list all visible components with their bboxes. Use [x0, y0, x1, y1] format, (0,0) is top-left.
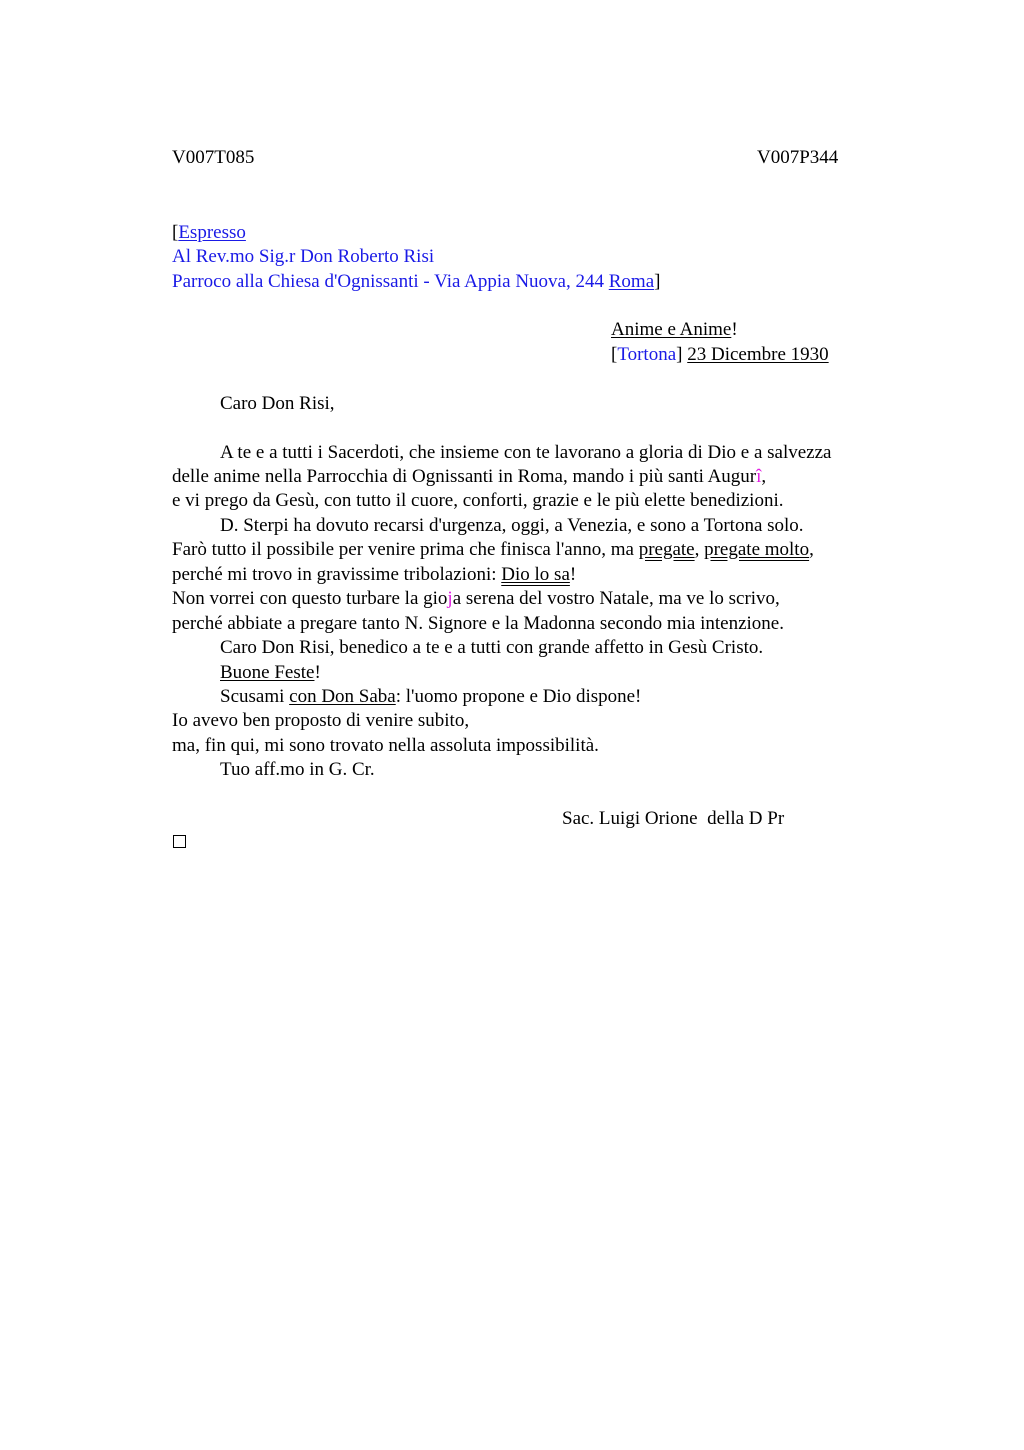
body-line-8: perché abbiate a pregare tanto N. Signore e la Madonna secondo mia intenzione. — [172, 613, 784, 634]
underlined-phrase: Buone Feste — [220, 662, 315, 683]
body-text: delle anime nella Parrocchia di Ognissanti in Roma, mando i più santi Augur — [172, 466, 757, 487]
document-code-right: V007P344 — [757, 147, 839, 168]
body-line-13: ma, fin qui, mi sono trovato nella assoluta impossibilità. — [172, 735, 599, 756]
underlined-phrase: con Don Saba — [289, 686, 396, 707]
body-line-2 — [172, 465, 766, 489]
body-line-14: Tuo aff.mo in G. Cr. — [220, 759, 375, 780]
checkbox-square-icon — [173, 835, 186, 848]
body-line-5 — [172, 538, 814, 562]
signature: Sac. Luigi Orione della D Pr — [562, 808, 785, 829]
body-text: perché mi trovo in gravissime tribolazioni: — [172, 564, 502, 585]
open-bracket: [ — [172, 222, 179, 243]
place-name: Tortona — [617, 344, 677, 365]
body-text: , — [694, 539, 705, 560]
body-line-4: D. Sterpi ha dovuto recarsi d'urgenza, oggi, a Venezia, e sono a Tortona solo. — [220, 515, 804, 536]
correction-mark: î — [756, 466, 762, 487]
dateline — [611, 343, 829, 367]
motto-exclamation: ! — [731, 319, 738, 340]
correction-mark: j — [447, 588, 453, 609]
body-line-9: Caro Don Risi, benedico a te e a tutti con grande affetto in Gesù Cristo. — [220, 637, 764, 658]
body-line-3: e vi prego da Gesù, con tutto il cuore, conforti, grazie e le più elette benedizioni. — [172, 490, 784, 511]
date-text: 23 Dicembre 1930 — [687, 344, 829, 365]
body-text: ! — [569, 564, 577, 585]
address-line-2: Al Rev.mo Sig.r Don Roberto Risi — [172, 246, 435, 267]
body-line-12: Io avevo ben proposto di venire subito, — [172, 710, 470, 731]
address-line-3 — [172, 270, 660, 294]
body-text: Farò tutto il possibile per venire prima che finisca l'anno, ma — [172, 539, 639, 560]
body-text: : l'uomo propone e Dio dispone! — [395, 686, 642, 707]
body-line-10 — [220, 661, 321, 685]
body-text: , — [761, 466, 767, 487]
body-text: , — [809, 539, 814, 560]
address-street: Parroco alla Chiesa d'Ognissanti - Via Appia Nuova, 244 — [172, 271, 609, 292]
close-bracket: ] — [654, 271, 661, 292]
underlined-phrase: Dio lo sa — [501, 564, 570, 585]
body-text: a serena del vostro Natale, ma ve lo scrivo, — [452, 588, 780, 609]
document-code-left: V007T085 — [172, 147, 255, 168]
body-text: ! — [314, 662, 321, 683]
body-line-6 — [172, 563, 576, 587]
body-line-1: A te e a tutti i Sacerdoti, che insieme con te lavorano a gloria di Dio e a salvezza — [220, 442, 832, 463]
address-line-1 — [172, 221, 246, 245]
body-line-7 — [172, 587, 780, 611]
body-text: Scusami — [220, 686, 290, 707]
body-line-11 — [220, 685, 641, 709]
date-close-bracket: ] — [676, 344, 688, 365]
underlined-phrase: pregate — [638, 539, 695, 560]
espresso-link[interactable]: Espresso — [178, 222, 246, 243]
underlined-phrase: pregate molto — [704, 539, 810, 560]
date-open-bracket: [ — [611, 344, 618, 365]
motto — [611, 318, 738, 342]
city-link[interactable]: Roma — [608, 271, 655, 292]
motto-text: Anime e Anime — [611, 319, 732, 340]
body-text: Non vorrei con questo turbare la gio — [172, 588, 448, 609]
salutation: Caro Don Risi, — [220, 393, 335, 414]
